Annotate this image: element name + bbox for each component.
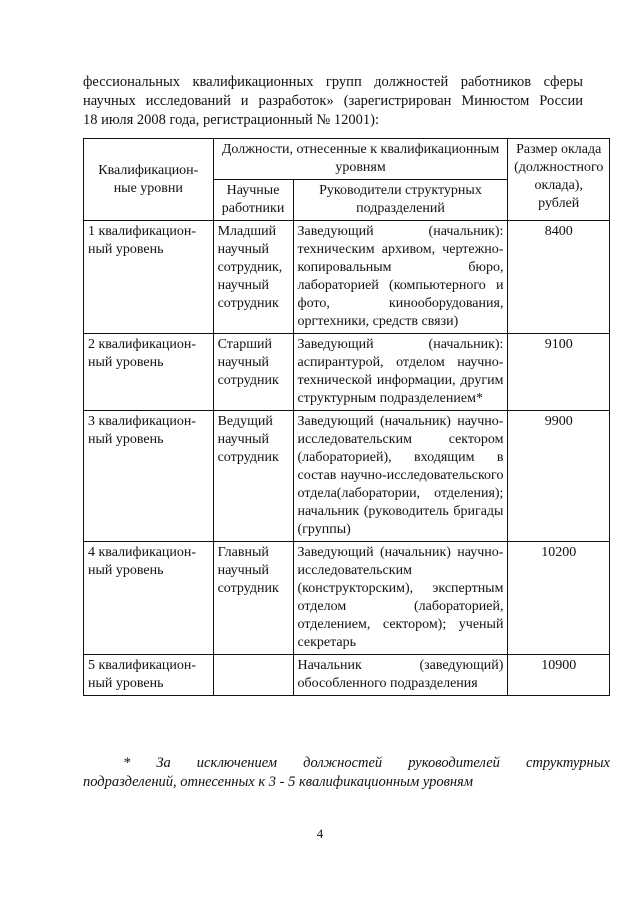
footnote-line-2: подразделений, отнесенных к 3 - 5 квалификационным уровням bbox=[83, 774, 474, 790]
table-row bbox=[84, 221, 610, 334]
intro-paragraph bbox=[83, 73, 583, 130]
footnote bbox=[83, 754, 610, 792]
manager-cell: Начальник (заведующий) обособленного подразделения bbox=[293, 655, 508, 696]
salary-cell: 9100 bbox=[508, 334, 610, 411]
qualification-table bbox=[83, 138, 610, 696]
salary-cell: 9900 bbox=[508, 411, 610, 542]
scientist-cell: Главный научный сотрудник bbox=[213, 542, 293, 655]
level-cell: 2 квалификацион-ный уровень bbox=[84, 334, 214, 411]
intro-line-3: 18 июля 2008 года, регистрационный № 12001): bbox=[83, 112, 380, 128]
salary-cell: 8400 bbox=[508, 221, 610, 334]
level-cell: 1 квалификацион-ный уровень bbox=[84, 221, 214, 334]
scientist-cell: Младший научный сотрудник, научный сотрудник bbox=[213, 221, 293, 334]
scientist-cell bbox=[213, 655, 293, 696]
intro-line-1: фессиональных квалификационных групп должностей работников сферы bbox=[83, 74, 583, 90]
salary-cell: 10900 bbox=[508, 655, 610, 696]
header-scientists: Научные работники bbox=[213, 180, 293, 221]
table-row bbox=[84, 411, 610, 542]
level-cell: 3 квалификацион-ный уровень bbox=[84, 411, 214, 542]
header-salary: Размер оклада (должностного оклада), рублей bbox=[508, 139, 610, 221]
header-managers: Руководители структурных подразделений bbox=[293, 180, 508, 221]
table-row bbox=[84, 655, 610, 696]
table-header-row bbox=[84, 139, 610, 180]
manager-cell: Заведующий (начальник): техническим архивом, чертежно-копировальным бюро, лабораторией (компьютерного и фото, кинооборудования, оргтехники, средств связи) bbox=[293, 221, 508, 334]
salary-cell: 10200 bbox=[508, 542, 610, 655]
header-levels: Квалификацион-ные уровни bbox=[84, 139, 214, 221]
header-positions: Должности, отнесенные к квалификационным уровням bbox=[213, 139, 508, 180]
footnote-line-1: * За исключением должностей руководителей структурных bbox=[123, 755, 610, 771]
page-number: 4 bbox=[316, 826, 324, 841]
scientist-cell: Старший научный сотрудник bbox=[213, 334, 293, 411]
manager-cell: Заведующий (начальник) научно-исследовательским (конструкторским), экспертным отделом (лабораторией, отделением, сектором); ученый секретарь bbox=[293, 542, 508, 655]
manager-cell: Заведующий (начальник) научно-исследовательским сектором (лабораторией), входящим в состав научно-исследовательского отдела(лаборатории, отделения); начальник (руководитель бригады (группы) bbox=[293, 411, 508, 542]
manager-cell: Заведующий (начальник): аспирантурой, отделом научно-технической информации, другим структурным подразделением* bbox=[293, 334, 508, 411]
level-cell: 5 квалификацион-ный уровень bbox=[84, 655, 214, 696]
intro-line-2: научных исследований и разработок» (зарегистрирован Минюстом России bbox=[83, 93, 583, 109]
scientist-cell: Ведущий научный сотрудник bbox=[213, 411, 293, 542]
table-row bbox=[84, 334, 610, 411]
level-cell: 4 квалификацион-ный уровень bbox=[84, 542, 214, 655]
table-row bbox=[84, 542, 610, 655]
